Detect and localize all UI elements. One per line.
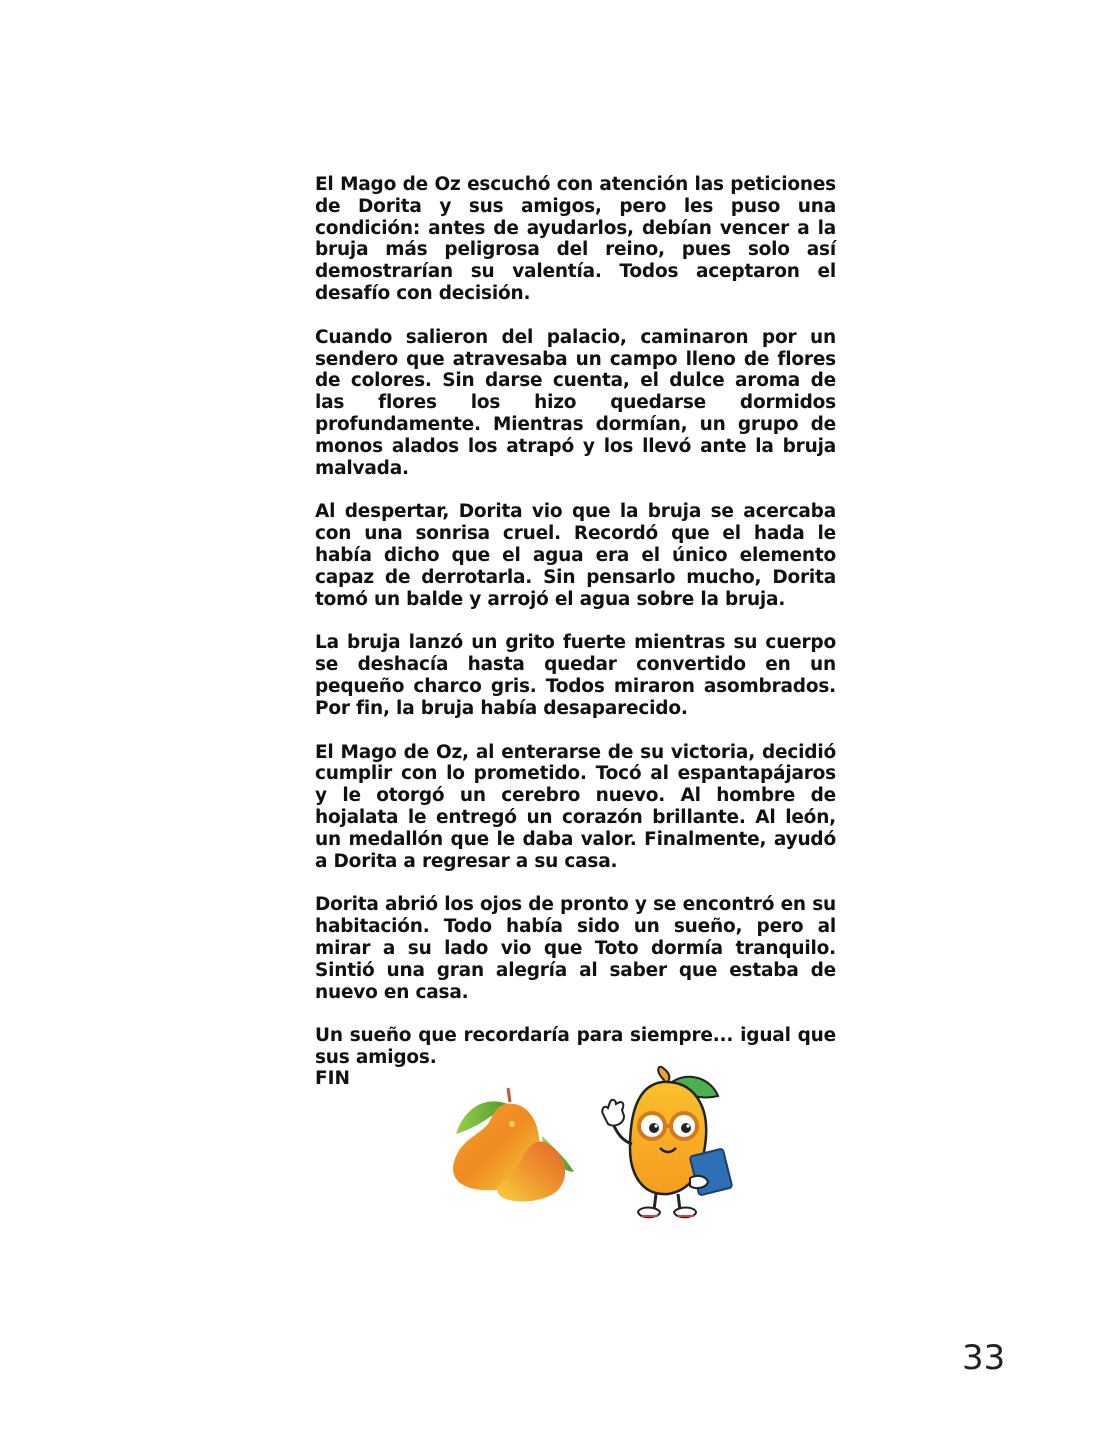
mango-fruit-icon [448,1080,578,1210]
paragraph-3: Al despertar, Dorita vio que la bruja se acercaba con una sonrisa cruel. Recordó que el hada le había dicho que el agua era el único elemento capaz de derrotarla. Sin pensarlo mucho, Dorita tomó un balde y arrojó el agua sobre la bruja. [315,501,836,610]
paragraph-2: Cuando salieron del palacio, caminaron por un sendero que atravesaba un campo lleno de flores de colores. Sin darse cuenta, el dulce aroma de las flores los hizo quedarse dormidos profundamente. Mientras dormían, un grupo de monos alados los atrapó y los llevó ante la bruja malvada. [315,326,836,479]
story-text [315,174,836,1091]
paragraph-5: El Mago de Oz, al enterarse de su victoria, decidió cumplir con lo prometido. Tocó al espantapájaros y le otorgó un cerebro nuevo. Al hombre de hojalata le entregó un corazón brillante. Al león, un medallón que le daba valor. Finalmente, ayudó a Dorita a regresar a su casa. [315,741,836,872]
paragraph-6: Dorita abrió los ojos de pronto y se encontró en su habitación. Todo había sido un sueño, pero al mirar a su lado vio que Toto dormía tranquilo. Sintió una gran alegría al saber que estaba de nuevo en casa. [315,894,836,1003]
mango-character-icon [598,1066,738,1230]
fin-label: FIN [315,1068,351,1089]
page-number: 33 [962,1338,1006,1378]
paragraph-1: El Mago de Oz escuchó con atención las peticiones de Dorita y sus amigos, pero les puso una condición: antes de ayudarlos, debían vencer a la bruja más peligrosa del reino, pues solo así demostrarían su valentía. Todos aceptaron el desafío con decisión. [315,174,836,304]
paragraph-4: La bruja lanzó un grito fuerte mientras su cuerpo se deshacía hasta quedar convertido en un pequeño charco gris. Todos miraron asombrados. Por fin, la bruja había desaparecido. [315,632,836,719]
paragraph-7: Un sueño que recordaría para siempre... igual que sus amigos. [315,1025,836,1069]
